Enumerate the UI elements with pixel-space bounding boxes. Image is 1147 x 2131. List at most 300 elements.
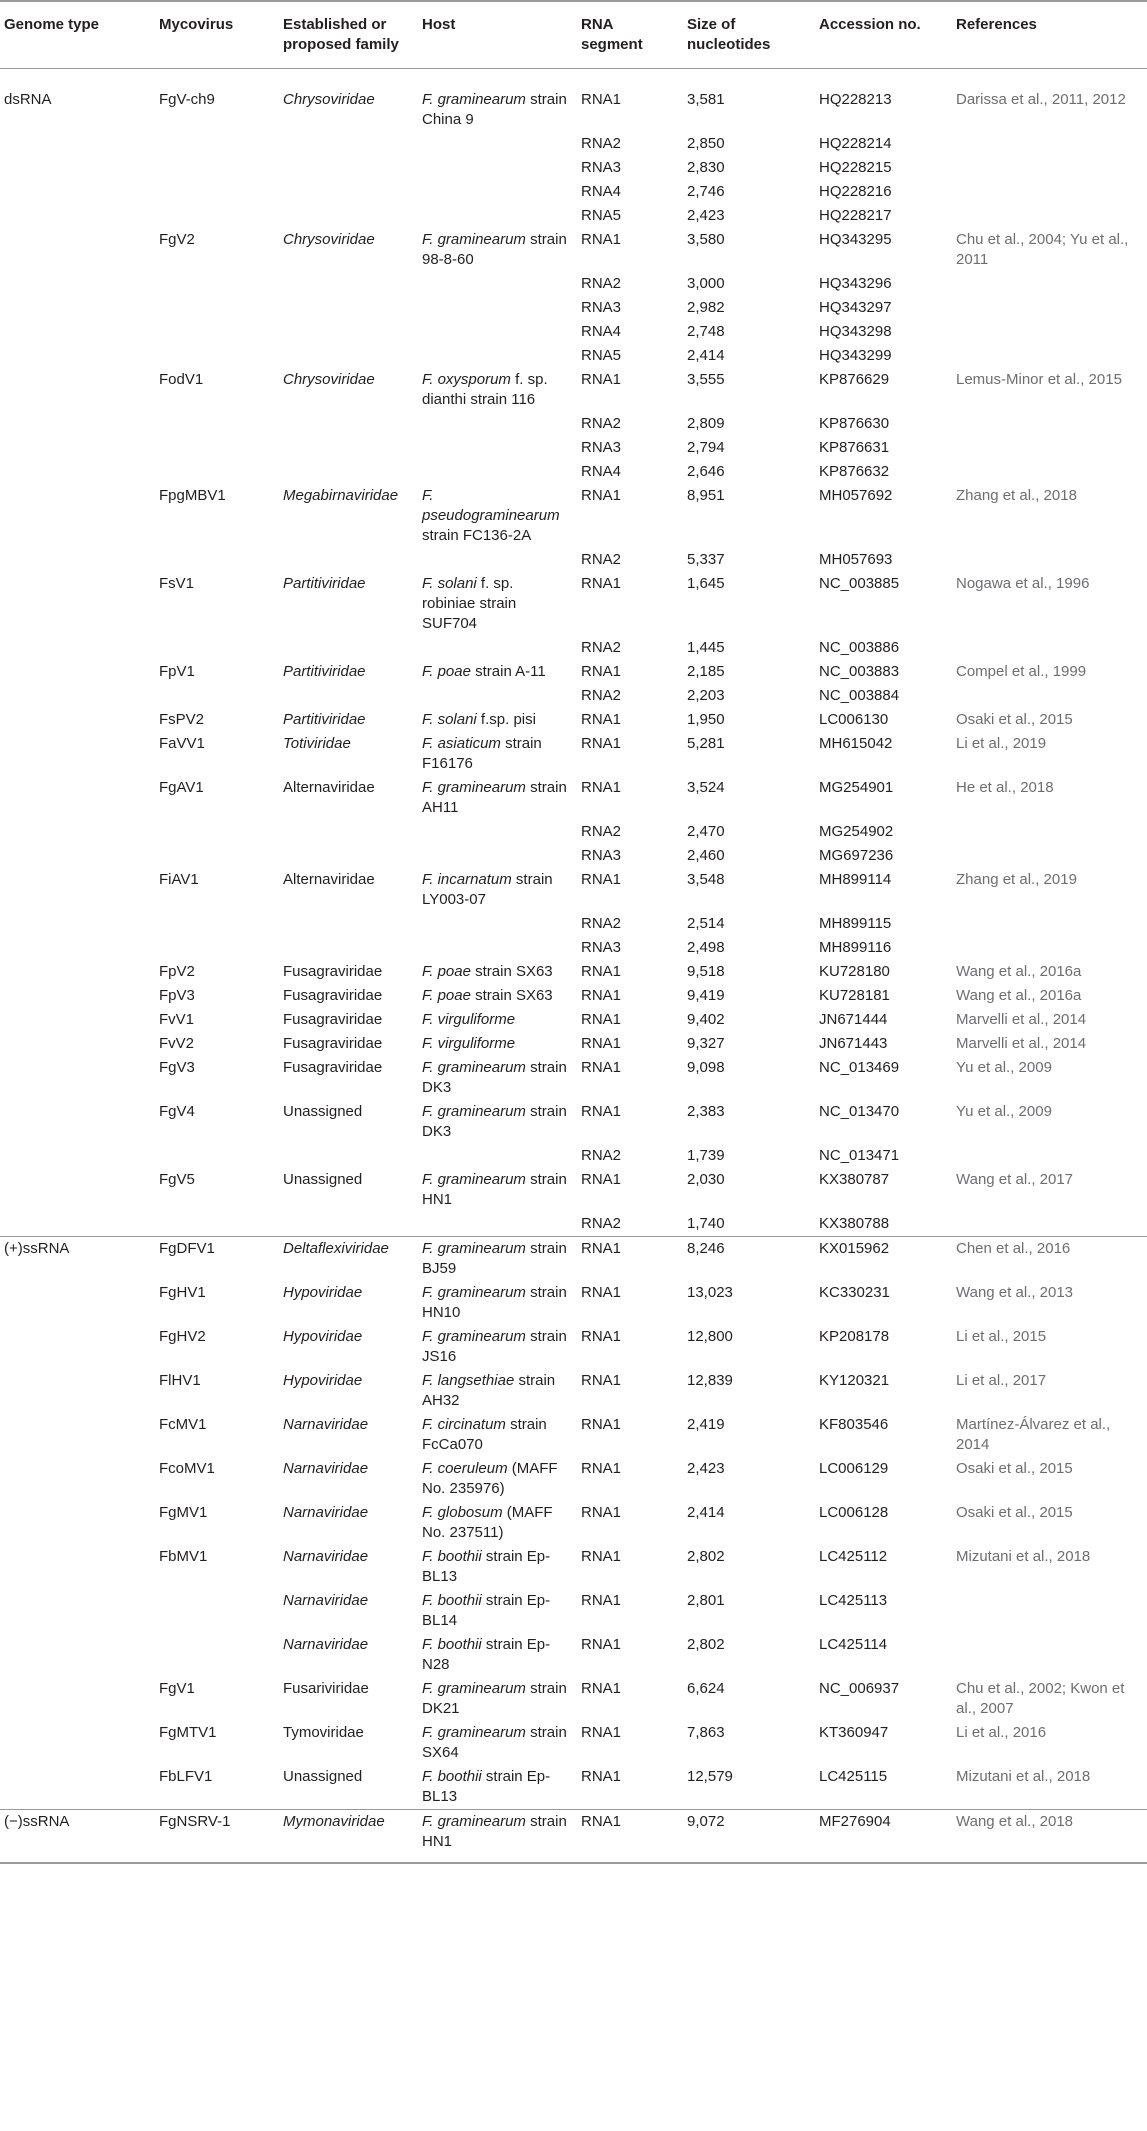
rna-segment-cell: RNA1 [581, 91, 622, 108]
mycovirus-cell: FcMV1 [159, 1416, 207, 1433]
family-cell [277, 344, 416, 368]
rna-segment-cell: RNA2 [581, 639, 622, 656]
size-cell: 6,624 [687, 1680, 725, 1697]
size-cell: 2,830 [687, 159, 725, 176]
accession-cell: KY120321 [819, 1372, 890, 1389]
reference-cell [950, 320, 1147, 344]
rna-segment-cell: RNA2 [581, 687, 622, 704]
reference-cell: Nogawa et al., 1996 [956, 575, 1090, 592]
host-species: F. graminearum [422, 779, 526, 796]
size-cell: 2,423 [687, 207, 725, 224]
mycovirus-cell [153, 936, 277, 960]
mycovirus-cell: FvV1 [159, 1011, 195, 1028]
family-cell [277, 820, 416, 844]
size-cell: 3,555 [687, 371, 725, 388]
reference-cell [950, 344, 1147, 368]
family-cell: Fusagraviridae [283, 1035, 383, 1052]
reference-cell [950, 156, 1147, 180]
host-cell [416, 936, 575, 960]
header-size: Size of nucleotides [681, 1, 813, 69]
table-row [0, 1144, 1147, 1168]
table-row [0, 436, 1147, 460]
reference-cell [950, 180, 1147, 204]
host-cell [416, 548, 575, 572]
reference-cell: Wang et al., 2016a [956, 963, 1082, 980]
family-cell [277, 460, 416, 484]
rna-segment-cell: RNA1 [575, 1810, 681, 1864]
genome-type-cell [0, 296, 153, 320]
table-row [0, 296, 1147, 320]
host-species: F. virguliforme [422, 1011, 516, 1028]
host-cell [416, 1281, 575, 1325]
rna-segment-cell: RNA4 [581, 183, 622, 200]
rna-segment-cell: RNA1 [581, 1460, 622, 1477]
size-cell: 7,863 [687, 1724, 725, 1741]
genome-type-cell [0, 1545, 153, 1589]
family-cell [277, 320, 416, 344]
host-strain: strain SX63 [470, 987, 553, 1004]
reference-cell: Martínez-Álvarez et al., 2014 [956, 1416, 1111, 1453]
mycovirus-cell: FgV-ch9 [159, 91, 215, 108]
family-cell: Megabirnaviridae [283, 487, 399, 504]
family-cell [277, 204, 416, 228]
accession-cell: KX380788 [819, 1215, 890, 1232]
table-row [0, 1237, 1147, 1282]
reference-cell: Compel et al., 1999 [956, 663, 1087, 680]
accession-cell: HQ343297 [819, 299, 892, 316]
genome-type-cell [0, 1100, 153, 1144]
size-cell: 2,423 [687, 1460, 725, 1477]
genome-type-cell [0, 1765, 153, 1810]
family-cell: Narnaviridae [283, 1636, 369, 1653]
size-cell: 2,794 [687, 439, 725, 456]
host-species: F. graminearum [422, 1813, 526, 1830]
host-cell [416, 1100, 575, 1144]
accession-cell: MG254902 [819, 823, 894, 840]
family-cell [277, 1212, 416, 1237]
host-cell [416, 1168, 575, 1212]
accession-cell: KU728180 [819, 963, 890, 980]
genome-type-cell [0, 820, 153, 844]
table-row [0, 1589, 1147, 1633]
host-strain: strain Ep-N28 [422, 1636, 551, 1673]
reference-cell: Darissa et al., 2011, 2012 [956, 91, 1126, 108]
size-cell: 1,445 [687, 639, 725, 656]
host-species: F. solani [422, 711, 477, 728]
host-strain: strain Ep-BL14 [422, 1592, 551, 1629]
rna-segment-cell: RNA2 [581, 551, 622, 568]
mycovirus-cell: FbMV1 [159, 1548, 208, 1565]
host-species: F. oxysporum [422, 371, 511, 388]
size-cell: 2,809 [687, 415, 725, 432]
family-cell: Partitiviridae [283, 575, 366, 592]
accession-cell: KP876630 [819, 415, 890, 432]
host-cell [416, 960, 575, 984]
reference-cell: Osaki et al., 2015 [956, 1460, 1073, 1477]
mycovirus-cell: FodV1 [159, 371, 204, 388]
table-row [0, 1168, 1147, 1212]
mycovirus-cell: FgV5 [159, 1171, 195, 1188]
accession-cell: LC006130 [819, 711, 889, 728]
rna-segment-cell: RNA1 [581, 963, 622, 980]
table-row [0, 1810, 1147, 1864]
rna-segment-cell: RNA1 [581, 1416, 622, 1433]
mycovirus-cell [153, 1589, 277, 1633]
mycovirus-cell: FpgMBV1 [159, 487, 226, 504]
mycovirus-cell [153, 272, 277, 296]
mycovirus-cell: FgMTV1 [159, 1724, 217, 1741]
host-cell [416, 912, 575, 936]
host-cell [416, 1633, 575, 1677]
mycovirus-cell [153, 1633, 277, 1677]
host-cell [416, 1765, 575, 1810]
host-cell [416, 484, 575, 548]
rna-segment-cell: RNA1 [581, 1171, 622, 1188]
rna-segment-cell: RNA5 [581, 207, 622, 224]
accession-cell: MH057692 [819, 487, 893, 504]
accession-cell: JN671444 [819, 1011, 888, 1028]
reference-cell [950, 1212, 1147, 1237]
host-cell [416, 69, 575, 133]
size-cell: 9,327 [687, 1035, 725, 1052]
accession-cell: NC_003885 [819, 575, 900, 592]
host-cell [416, 132, 575, 156]
host-cell [416, 460, 575, 484]
genome-type-cell [0, 228, 153, 272]
host-cell [416, 1032, 575, 1056]
host-cell [416, 984, 575, 1008]
host-cell [416, 776, 575, 820]
accession-cell: LC006129 [819, 1460, 889, 1477]
rna-segment-cell: RNA1 [581, 987, 622, 1004]
size-cell: 5,281 [687, 735, 725, 752]
size-cell: 2,460 [687, 847, 725, 864]
mycovirus-cell [153, 156, 277, 180]
reference-cell: Zhang et al., 2018 [956, 487, 1077, 504]
host-species: F. langsethiae [422, 1372, 515, 1389]
table-row [0, 344, 1147, 368]
accession-cell: LC425114 [819, 1636, 888, 1653]
accession-cell: KP876629 [819, 371, 890, 388]
host-species: F. graminearum [422, 231, 526, 248]
mycovirus-cell [153, 1144, 277, 1168]
size-cell: 2,850 [687, 135, 725, 152]
size-cell: 8,246 [681, 1237, 813, 1282]
family-cell [277, 180, 416, 204]
genome-type-cell [0, 1325, 153, 1369]
table-row [0, 1633, 1147, 1677]
mycovirus-cell [153, 320, 277, 344]
host-strain: strain Ep-BL13 [422, 1548, 551, 1585]
size-cell: 13,023 [687, 1284, 733, 1301]
family-cell [277, 156, 416, 180]
reference-cell [950, 820, 1147, 844]
table-row [0, 1056, 1147, 1100]
mycovirus-cell [153, 436, 277, 460]
accession-cell: HQ343296 [819, 275, 892, 292]
host-strain: strain FC136-2A [422, 527, 532, 544]
mycovirus-cell [153, 204, 277, 228]
genome-type-cell [0, 1721, 153, 1765]
mycovirus-cell [153, 460, 277, 484]
family-cell: Totiviridae [283, 735, 351, 752]
table-row [0, 708, 1147, 732]
size-cell: 12,579 [687, 1768, 733, 1785]
rna-segment-cell: RNA2 [581, 1147, 622, 1164]
accession-cell: MH899116 [819, 939, 892, 956]
genome-type-cell [0, 776, 153, 820]
genome-type-cell [0, 708, 153, 732]
size-cell: 2,514 [687, 915, 725, 932]
host-species: F. virguliforme [422, 1035, 516, 1052]
host-strain: strain FcCa070 [422, 1416, 547, 1453]
rna-segment-cell: RNA1 [581, 231, 622, 248]
size-cell: 2,748 [687, 323, 725, 340]
accession-cell: LC425112 [819, 1548, 888, 1565]
rna-segment-cell: RNA1 [581, 663, 622, 680]
mycovirus-cell: FsPV2 [159, 711, 205, 728]
mycovirus-cell: FgV1 [159, 1680, 195, 1697]
mycovirus-cell: FgV4 [159, 1103, 195, 1120]
family-cell: Tymoviridae [283, 1724, 364, 1741]
host-strain: strain DK3 [422, 1103, 567, 1140]
size-cell: 8,951 [687, 487, 725, 504]
reference-cell [950, 912, 1147, 936]
accession-cell: KP876632 [819, 463, 890, 480]
table-row [0, 1457, 1147, 1501]
host-cell [416, 732, 575, 776]
reference-cell: Wang et al., 2017 [956, 1171, 1074, 1188]
host-cell [416, 1810, 575, 1864]
table-row [0, 132, 1147, 156]
size-cell: 2,802 [687, 1548, 725, 1565]
rna-segment-cell: RNA1 [581, 1103, 622, 1120]
table-row [0, 1281, 1147, 1325]
genome-type-cell: (−)ssRNA [0, 1810, 153, 1864]
reference-cell [950, 844, 1147, 868]
rna-segment-cell: RNA1 [581, 575, 622, 592]
genome-type-cell [0, 732, 153, 776]
table-row [0, 636, 1147, 660]
reference-cell: Lemus-Minor et al., 2015 [956, 371, 1122, 388]
mycovirus-cell [153, 684, 277, 708]
reference-cell [950, 684, 1147, 708]
accession-cell: MH057693 [819, 551, 893, 568]
host-cell [416, 1212, 575, 1237]
host-cell [416, 1413, 575, 1457]
host-cell [416, 1457, 575, 1501]
genome-type-cell [0, 368, 153, 412]
table-row [0, 684, 1147, 708]
genome-type-cell [0, 1056, 153, 1100]
rna-segment-cell: RNA1 [581, 1680, 622, 1697]
genome-type-cell [0, 344, 153, 368]
reference-cell [950, 412, 1147, 436]
size-cell: 1,950 [687, 711, 725, 728]
host-species: F. graminearum [422, 1240, 526, 1257]
family-cell: Fusariviridae [283, 1680, 369, 1697]
rna-segment-cell: RNA1 [581, 1768, 622, 1785]
genome-type-cell [0, 1032, 153, 1056]
host-strain: f. sp. robiniae strain SUF704 [422, 575, 517, 632]
host-strain: strain HN1 [422, 1171, 567, 1208]
mycovirus-cell: FgAV1 [159, 779, 204, 796]
genome-type-cell [0, 844, 153, 868]
rna-segment-cell: RNA1 [581, 371, 622, 388]
host-cell [416, 636, 575, 660]
family-cell: Narnaviridae [283, 1504, 369, 1521]
table-row [0, 460, 1147, 484]
host-cell [416, 1369, 575, 1413]
size-cell: 9,419 [687, 987, 725, 1004]
accession-cell: MH899114 [819, 871, 892, 888]
host-species: F. coeruleum [422, 1460, 508, 1477]
mycovirus-cell: FgNSRV-1 [153, 1810, 277, 1864]
family-cell [277, 436, 416, 460]
accession-cell: KP208178 [819, 1328, 890, 1345]
table-row [0, 1369, 1147, 1413]
table-row [0, 204, 1147, 228]
family-cell: Deltaflexiviridae [277, 1237, 416, 1282]
host-strain: (MAFF No. 235976) [422, 1460, 558, 1497]
table-row [0, 412, 1147, 436]
accession-cell: LC425113 [819, 1592, 888, 1609]
host-strain: strain AH32 [422, 1372, 556, 1409]
reference-cell: Osaki et al., 2015 [956, 711, 1073, 728]
family-cell: Hypoviridae [283, 1372, 363, 1389]
reference-cell [950, 1633, 1147, 1677]
genome-type-cell [0, 1501, 153, 1545]
genome-type-cell [0, 1677, 153, 1721]
table-row [0, 1721, 1147, 1765]
size-cell: 2,982 [687, 299, 725, 316]
accession-cell: NC_013471 [819, 1147, 900, 1164]
host-strain: (MAFF No. 237511) [422, 1504, 553, 1541]
mycovirus-cell [153, 296, 277, 320]
table-row [0, 1212, 1147, 1237]
reference-cell: Mizutani et al., 2018 [956, 1548, 1091, 1565]
host-strain: f. sp. dianthi strain 116 [422, 371, 548, 408]
host-cell [416, 844, 575, 868]
table-row [0, 960, 1147, 984]
size-cell: 1,645 [687, 575, 725, 592]
genome-type-cell [0, 636, 153, 660]
table-row [0, 1100, 1147, 1144]
family-cell: Chrysoviridae [283, 371, 375, 388]
genome-type-cell [0, 156, 153, 180]
rna-segment-cell: RNA1 [575, 1237, 681, 1282]
size-cell: 2,802 [687, 1636, 725, 1653]
family-cell: Fusagraviridae [283, 963, 383, 980]
rna-segment-cell: RNA1 [581, 1372, 622, 1389]
accession-cell: MF276904 [813, 1810, 950, 1864]
family-cell [277, 272, 416, 296]
host-species: F. globosum [422, 1504, 503, 1521]
host-species: F. graminearum [422, 1059, 526, 1076]
size-cell: 2,414 [687, 347, 725, 364]
host-strain: strain DK3 [422, 1059, 567, 1096]
host-strain: strain BJ59 [422, 1240, 567, 1277]
header-host: Host [416, 1, 575, 69]
host-cell [416, 1721, 575, 1765]
table-row [0, 368, 1147, 412]
rna-segment-cell: RNA2 [581, 1215, 622, 1232]
host-strain: strain JS16 [422, 1328, 567, 1365]
genome-type-cell [0, 1369, 153, 1413]
rna-segment-cell: RNA1 [581, 735, 622, 752]
table-body [0, 69, 1147, 1864]
host-strain: strain DK21 [422, 1680, 567, 1717]
size-cell: 9,402 [687, 1011, 725, 1028]
mycovirus-cell: FgV2 [159, 231, 195, 248]
family-cell [277, 636, 416, 660]
accession-cell: KX380787 [819, 1171, 890, 1188]
reference-cell: Osaki et al., 2015 [956, 1504, 1073, 1521]
reference-cell: Mizutani et al., 2018 [956, 1768, 1091, 1785]
reference-cell: Li et al., 2015 [956, 1328, 1047, 1345]
genome-type-cell [0, 132, 153, 156]
size-cell: 1,740 [687, 1215, 725, 1232]
family-cell: Partitiviridae [283, 711, 366, 728]
genome-type-cell [0, 1008, 153, 1032]
genome-type-cell [0, 412, 153, 436]
mycovirus-cell: FaVV1 [159, 735, 205, 752]
table-row [0, 1501, 1147, 1545]
table-row [0, 844, 1147, 868]
size-cell: 2,383 [687, 1103, 725, 1120]
rna-segment-cell: RNA3 [581, 939, 622, 956]
table-row [0, 1677, 1147, 1721]
family-cell [277, 548, 416, 572]
family-cell: Unassigned [283, 1768, 363, 1785]
reference-cell: Li et al., 2016 [956, 1724, 1047, 1741]
rna-segment-cell: RNA1 [581, 1592, 622, 1609]
genome-type-cell [0, 272, 153, 296]
genome-type-cell: (+)ssRNA [0, 1237, 153, 1282]
host-strain: strain F16176 [422, 735, 542, 772]
table-row [0, 776, 1147, 820]
size-cell: 12,839 [687, 1372, 733, 1389]
mycovirus-cell: FgHV1 [159, 1284, 206, 1301]
genome-type-cell [0, 984, 153, 1008]
mycovirus-cell [153, 1212, 277, 1237]
accession-cell: NC_003886 [819, 639, 900, 656]
family-cell [277, 936, 416, 960]
host-cell [416, 272, 575, 296]
family-cell [277, 844, 416, 868]
size-cell: 9,072 [681, 1810, 813, 1864]
table-row [0, 180, 1147, 204]
reference-cell: Li et al., 2017 [956, 1372, 1047, 1389]
family-cell: Narnaviridae [283, 1592, 369, 1609]
host-species: F. incarnatum [422, 871, 512, 888]
table-row [0, 572, 1147, 636]
mycovirus-cell: FiAV1 [159, 871, 199, 888]
accession-cell: LC006128 [819, 1504, 889, 1521]
family-cell [277, 684, 416, 708]
family-cell: Fusagraviridae [283, 987, 383, 1004]
host-cell [416, 228, 575, 272]
family-cell [277, 912, 416, 936]
host-cell [416, 368, 575, 412]
genome-type-cell [0, 1212, 153, 1237]
table-row [0, 69, 1147, 133]
rna-segment-cell: RNA3 [581, 847, 622, 864]
mycovirus-cell [153, 912, 277, 936]
rna-segment-cell: RNA1 [581, 1504, 622, 1521]
reference-cell: Chu et al., 2002; Kwon et al., 2007 [956, 1680, 1125, 1717]
header-family: Established or proposed family [277, 1, 416, 69]
